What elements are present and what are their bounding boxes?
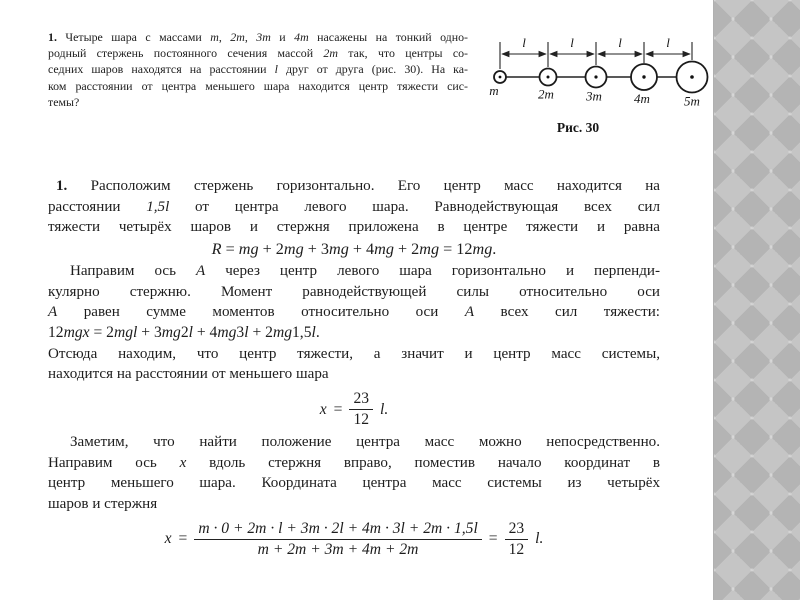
ball-mass-label: m — [489, 83, 499, 98]
ball-mass-label: 3m — [586, 88, 602, 104]
equation-rhs: l. — [380, 400, 389, 418]
equation-center-of-mass-direct — [48, 520, 660, 559]
solution-line: кулярно стержню. Момент равнодействующей силы относительно оси — [48, 283, 660, 300]
fraction — [194, 520, 481, 559]
fraction — [505, 520, 529, 559]
equals-sign: = — [488, 530, 498, 548]
solution-line: Направим ось A через центр левого шара горизонтально и перпенди- — [70, 262, 660, 279]
solution-line: Направим ось x вдоль стержня вправо, поместив начало координат в — [48, 454, 660, 471]
fraction-denominator: m + 2m + 3m + 4m + 2m — [257, 540, 419, 558]
solution-line: шаров и стержня — [48, 496, 158, 513]
solution-line: тяжести четырёх шаров и стержня приложена в центре тяжести и равна — [48, 219, 660, 236]
equation-center-of-gravity-result — [48, 390, 660, 429]
ball-mass-label: 5m — [684, 93, 700, 109]
solution-line: находится на расстоянии от меньшего шара — [48, 366, 329, 383]
problem-statement — [48, 29, 468, 110]
solution-line: Отсюда находим, что центр тяжести, а значит и центр масс системы, — [48, 345, 660, 362]
equation-lhs: x — [319, 400, 327, 418]
equals-sign: = — [178, 530, 188, 548]
fraction-numerator: m · 0 + 2m · l + 3m · 2l + 4m · 3l + 2m · 1,5l — [194, 520, 481, 540]
solution-line: Заметим, что найти положение центра масс можно непосредственно. — [70, 434, 660, 451]
equation-moments: 12mgx = 2mgl + 3mg2l + 4mg3l + 2mg1,5l. — [48, 323, 320, 341]
equation-resultant-force: R = mg + 2mg + 3mg + 4mg + 2mg = 12mg. — [211, 240, 497, 259]
ball-mass-label: 4m — [634, 91, 650, 106]
segment-length-label: l — [522, 35, 526, 50]
problem-line: родный стержень постоянного сечения массой 2m так, что центры со- — [48, 46, 468, 61]
solution-line: 1. Расположим стержень горизонтально. Его центр масс находится на — [56, 178, 660, 194]
problem-line: темы? — [48, 94, 80, 109]
figure-rod-and-balls — [478, 33, 710, 136]
ball-mass-label: 2m — [538, 86, 554, 102]
solution-line: A равен сумме моментов относительно оси A всех сил тяжести: — [48, 304, 661, 321]
fraction — [349, 390, 373, 429]
segment-length-label: l — [618, 35, 622, 50]
segment-length-label: l — [666, 35, 670, 50]
equation-rhs: l. — [535, 530, 544, 548]
segment-length-label: l — [570, 35, 574, 50]
dimension-ticks — [500, 42, 692, 69]
problem-line: ком расстоянии от центра меньшего шара находится центр тяжести сис- — [48, 78, 468, 93]
solution-text — [48, 176, 660, 562]
fraction-numerator: 23 — [505, 520, 529, 540]
problem-line: седних шаров находятся на расстоянии l друг от друга (рис. 30). На ка- — [48, 62, 468, 77]
problem-line: 1. Четыре шара с массами m, 2m, 3m и 4m насажены на тонкий одно- — [48, 30, 469, 44]
solution-line: расстоянии 1,5l от центра левого шара. Равнодействующая всех сил — [48, 198, 661, 215]
fraction-denominator: 12 — [508, 540, 525, 558]
equation-lhs: x — [164, 530, 172, 548]
figure-drawing — [478, 33, 710, 113]
figure-caption: Рис. 30 — [556, 120, 600, 135]
equals-sign: = — [333, 400, 343, 418]
fraction-denominator: 12 — [353, 411, 370, 429]
diamond-pattern-sidebar — [713, 0, 800, 600]
solution-line: центр меньшего шара. Координата центра масс системы из четырёх — [48, 475, 660, 492]
fraction-numerator: 23 — [349, 390, 373, 410]
